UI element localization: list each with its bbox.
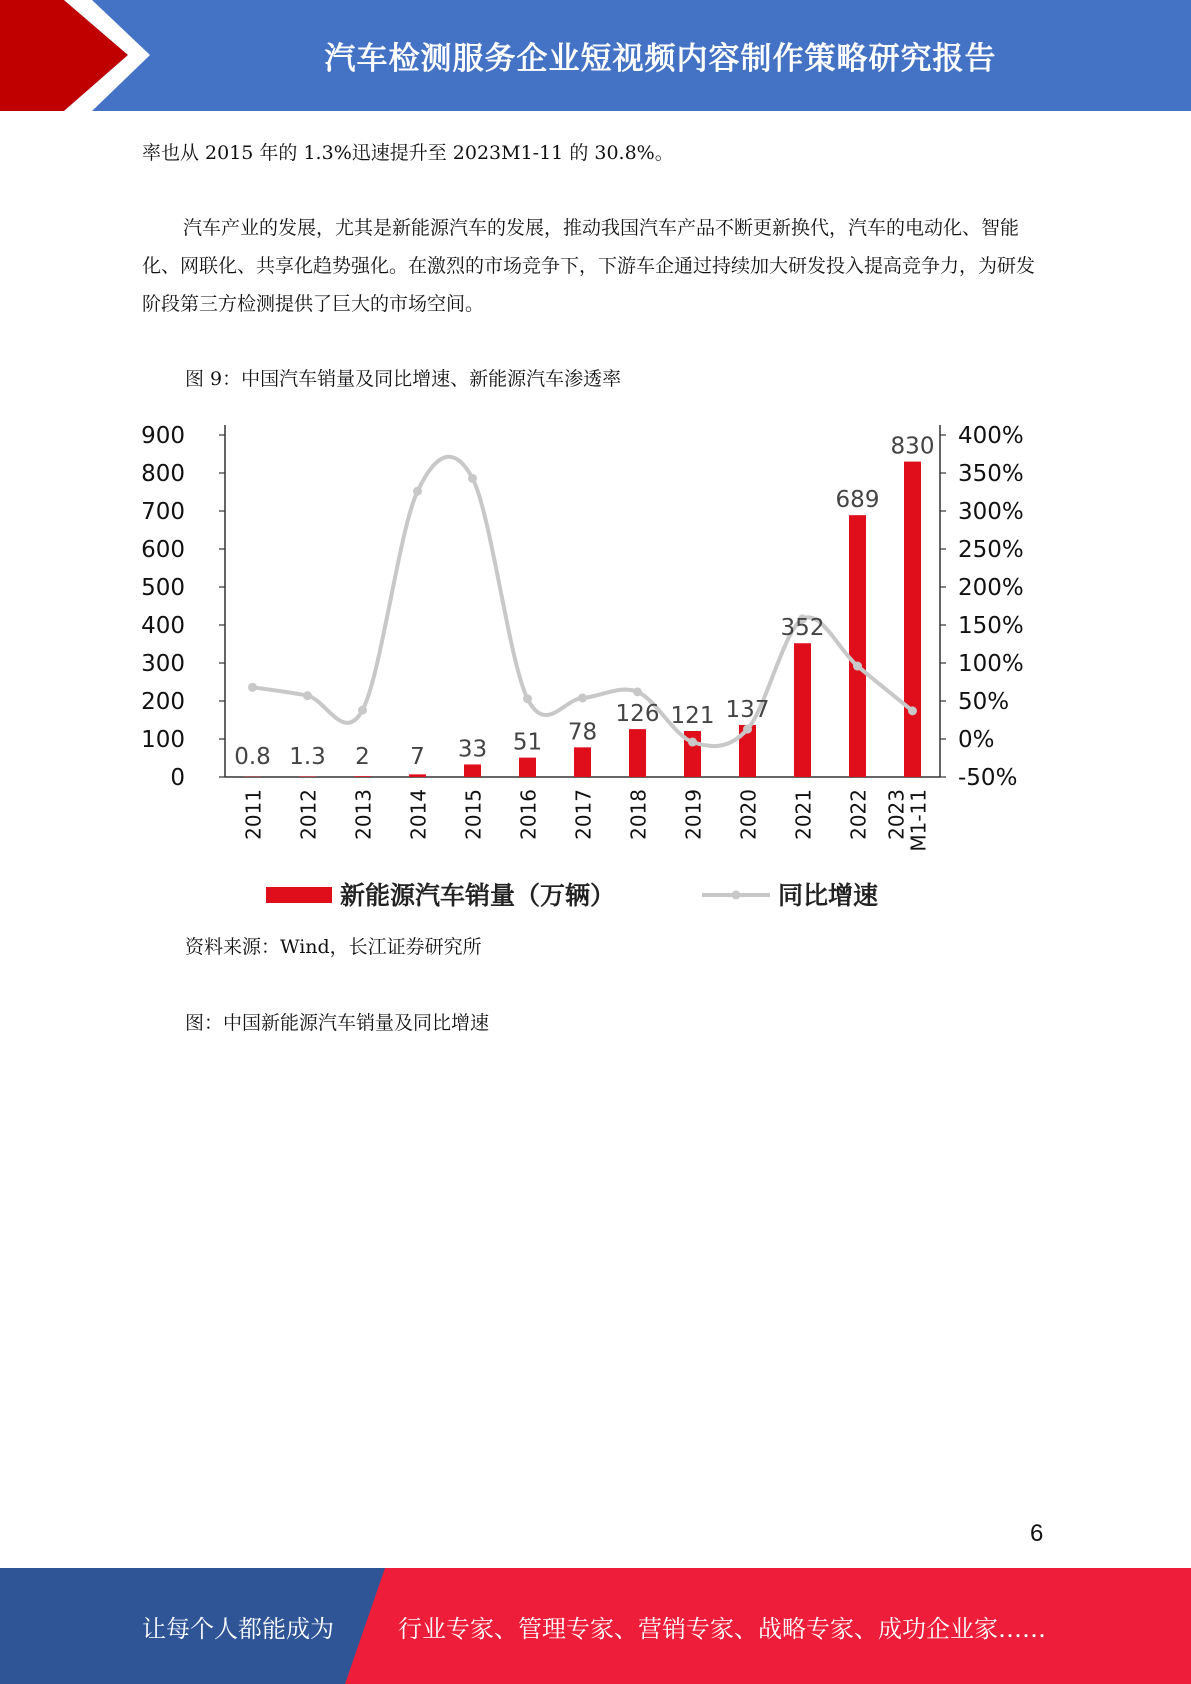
paragraph-1: 率也从 2015 年的 1.3%迅速提升至 2023M1-11 的 30.8%。	[142, 142, 674, 164]
report-title: 汽车检测服务企业短视频内容制作策略研究报告	[324, 41, 997, 77]
legend-line-label: 同比增速	[778, 881, 879, 910]
bar-value-label: 51	[512, 729, 543, 756]
x-tick-label: M1-11	[906, 789, 931, 852]
bar-value-label: 830	[890, 433, 935, 460]
growth-point	[303, 691, 312, 700]
x-tick-label: 2018	[626, 789, 651, 840]
right-tick-label: 150%	[958, 613, 1024, 639]
bar	[354, 776, 371, 777]
bar-value-label: 689	[835, 487, 880, 514]
right-tick-label: 400%	[958, 423, 1024, 449]
growth-point	[358, 706, 367, 715]
left-tick-label: 600	[141, 537, 185, 563]
legend-line-marker	[732, 891, 741, 900]
legend-bar-swatch	[266, 887, 332, 903]
growth-point	[578, 693, 587, 702]
footer-slogan-left: 让每个人都能成为	[142, 1614, 334, 1643]
x-tick-label: 2017	[571, 789, 596, 840]
bar-value-label: 0.8	[234, 744, 271, 770]
bar-value-label: 2	[355, 744, 370, 770]
growth-line	[253, 457, 913, 746]
growth-point	[688, 738, 697, 747]
right-tick-label: 0%	[958, 727, 995, 753]
left-tick-label: 400	[141, 613, 185, 639]
right-tick-label: 350%	[958, 461, 1024, 487]
growth-point	[908, 706, 917, 715]
chart-growth-line	[248, 457, 917, 747]
right-tick-label: 300%	[958, 499, 1024, 525]
left-tick-label: 0	[170, 765, 185, 791]
bar-value-label: 78	[567, 719, 598, 746]
ev-sales-chart	[130, 410, 1060, 920]
footer-slogan-right: 行业专家、管理专家、营销专家、战略专家、成功企业家……	[398, 1614, 1046, 1643]
bar	[574, 747, 591, 777]
footer-band	[0, 1568, 1191, 1684]
growth-point	[633, 687, 642, 696]
growth-point	[468, 474, 477, 483]
x-tick-label: 2019	[681, 789, 706, 840]
bar-value-label: 137	[725, 696, 770, 723]
right-tick-label: 200%	[958, 575, 1024, 601]
growth-point	[523, 694, 532, 703]
x-tick-label: 2011	[241, 789, 266, 840]
bar-value-label: 33	[457, 736, 488, 763]
x-tick-label: 2012	[296, 789, 321, 840]
left-tick-label: 900	[141, 423, 185, 449]
bar	[464, 764, 481, 777]
x-tick-label: 2015	[461, 789, 486, 840]
figure-caption: 图 9：中国汽车销量及同比增速、新能源汽车渗透率	[185, 368, 622, 390]
chart-labels	[234, 434, 934, 852]
page-number: 6	[1030, 1520, 1044, 1547]
bar	[409, 774, 426, 777]
bar	[519, 758, 536, 777]
figure2-caption: 图：中国新能源汽车销量及同比增速	[185, 1012, 490, 1034]
header-band	[0, 0, 1191, 111]
growth-point	[248, 683, 257, 692]
bar	[794, 643, 811, 777]
right-tick-label: 100%	[958, 651, 1024, 677]
bar	[629, 729, 646, 777]
source-note: 资料来源：Wind，长江证券研究所	[185, 936, 482, 958]
x-tick-label: 2021	[791, 789, 816, 840]
header-chevron-icon	[0, 0, 160, 111]
legend-bar-label: 新能源汽车销量（万辆）	[340, 881, 616, 910]
bar	[849, 515, 866, 777]
x-tick-label: 2016	[516, 789, 541, 840]
bar-value-label: 7	[410, 744, 425, 770]
x-tick-label: 2013	[351, 789, 376, 840]
left-tick-label: 100	[141, 727, 185, 753]
right-tick-label: 250%	[958, 537, 1024, 563]
growth-point	[743, 725, 752, 734]
right-tick-label: 50%	[958, 689, 1010, 715]
growth-point	[853, 662, 862, 671]
left-tick-label: 500	[141, 575, 185, 601]
left-tick-label: 800	[141, 461, 185, 487]
bar-value-label: 352	[780, 615, 825, 642]
left-tick-label: 300	[141, 651, 185, 677]
x-tick-label: 2020	[736, 789, 761, 840]
x-tick-label: 2014	[406, 789, 431, 840]
x-tick-label: 2023	[884, 789, 909, 840]
paragraph-2: 汽车产业的发展，尤其是新能源汽车的发展，推动我国汽车产品不断更新换代，汽车的电动化、智能化、网联化、共享化趋势强化。在激烈的市场竞争下，下游车企通过持续加大研发投入提高竞争力，为研发阶段第三方检测提供了巨大的市场空间。	[142, 217, 1036, 315]
bar	[904, 462, 921, 777]
bar-value-label: 121	[670, 703, 715, 730]
chart-legend	[266, 881, 878, 910]
left-tick-label: 700	[141, 499, 185, 525]
right-tick-label: -50%	[958, 765, 1018, 791]
left-tick-label: 200	[141, 689, 185, 715]
bar-value-label: 1.3	[289, 744, 326, 770]
bar-value-label: 126	[615, 701, 660, 728]
growth-point	[413, 487, 422, 496]
x-tick-label: 2022	[846, 789, 871, 840]
